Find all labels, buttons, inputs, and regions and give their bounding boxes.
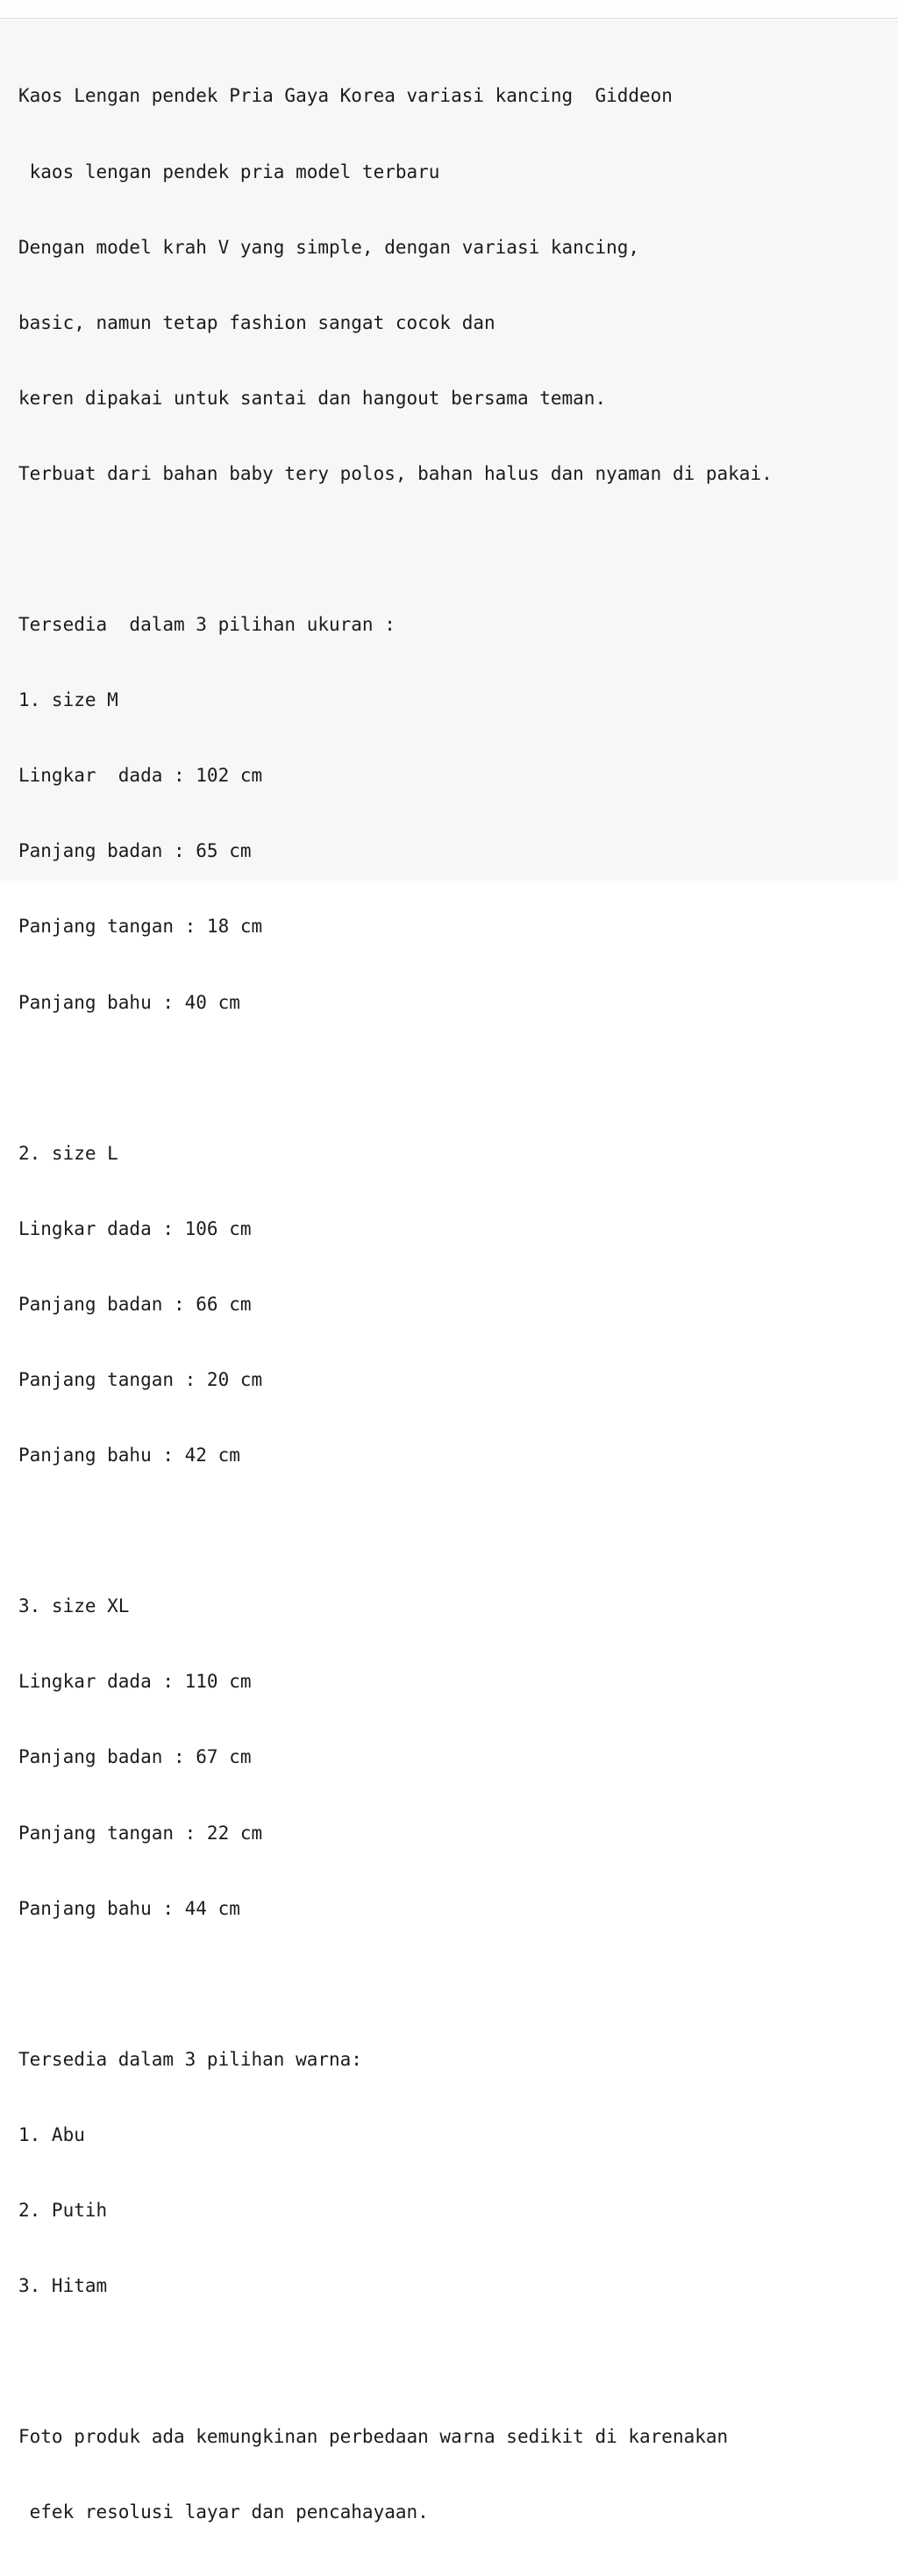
blank-line	[18, 537, 773, 562]
color-option-white: 2. Putih	[18, 2200, 108, 2222]
size-heading: Tersedia dalam 3 pilihan ukuran :	[18, 614, 396, 636]
size-m-shoulder: Panjang bahu : 40 cm	[18, 991, 240, 1013]
blank-line	[18, 1066, 773, 1091]
description-line: kaos lengan pendek pria model terbaru	[18, 161, 440, 182]
description-panel	[0, 21, 898, 2523]
size-l-shoulder: Panjang bahu : 42 cm	[18, 1445, 240, 1466]
blank-line	[18, 1518, 773, 1544]
color-option-black: 3. Hitam	[18, 2275, 108, 2297]
size-l-chest: Lingkar dada : 106 cm	[18, 1217, 252, 1239]
top-strip	[0, 0, 898, 19]
description-text	[18, 33, 773, 2576]
description-line: Dengan model krah V yang simple, dengan variasi kancing,	[18, 236, 640, 258]
disclaimer-line: Foto produk ada kemungkinan perbedaan warna sedikit di karenakan	[18, 2426, 729, 2448]
description-line: basic, namun tetap fashion sangat cocok dan	[18, 311, 495, 333]
description-line: keren dipakai untuk santai dan hangout bersama teman.	[18, 387, 607, 409]
size-xl-chest: Lingkar dada : 110 cm	[18, 1671, 252, 1693]
blank-line	[18, 1972, 773, 1997]
size-m-chest: Lingkar dada : 102 cm	[18, 765, 263, 787]
size-l-title: 2. size L	[18, 1142, 118, 1164]
size-xl-sleeve-length: Panjang tangan : 22 cm	[18, 1822, 263, 1844]
size-m-body-length: Panjang badan : 65 cm	[18, 840, 252, 862]
color-heading: Tersedia dalam 3 pilihan warna:	[18, 2048, 362, 2070]
size-m-sleeve-length: Panjang tangan : 18 cm	[18, 916, 263, 938]
blank-line	[18, 2349, 773, 2374]
bottom-strip	[0, 881, 898, 898]
size-m-title: 1. size M	[18, 689, 118, 711]
size-xl-body-length: Panjang badan : 67 cm	[18, 1746, 252, 1768]
description-line: Terbuat dari bahan baby tery polos, bahan halus dan nyaman di pakai.	[18, 462, 773, 484]
disclaimer-line: efek resolusi layar dan pencahayaan.	[18, 2501, 429, 2523]
size-l-body-length: Panjang badan : 66 cm	[18, 1293, 252, 1315]
description-line: Kaos Lengan pendek Pria Gaya Korea variasi kancing Giddeon	[18, 85, 673, 107]
size-xl-title: 3. size XL	[18, 1595, 130, 1617]
size-xl-shoulder: Panjang bahu : 44 cm	[18, 1897, 240, 1919]
color-option-grey: 1. Abu	[18, 2123, 85, 2145]
size-l-sleeve-length: Panjang tangan : 20 cm	[18, 1369, 263, 1390]
